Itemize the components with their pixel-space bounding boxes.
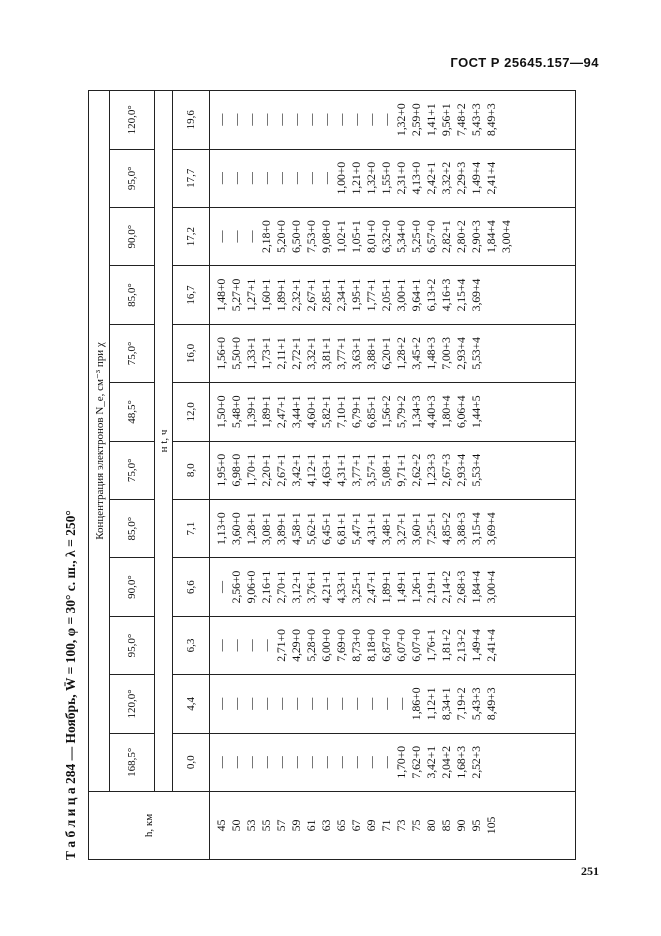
concentration-value: 1,39+1 [244,395,258,429]
concentration-value: — [214,639,228,652]
height-value: 57 [274,819,288,832]
concentration-value: 8,49+3 [484,103,498,137]
height-value: 53 [244,819,258,832]
chi-row [110,91,155,860]
time-header: 6,3 [173,616,210,674]
concentration-value: 4,12+1 [304,453,318,487]
concentration-value: 3,88+3 [454,512,468,545]
time-header: 8,0 [173,441,210,499]
data-column [210,324,576,382]
concentration-value: 8,49+3 [484,687,498,721]
concentration-value: 4,85+2 [439,512,453,545]
height-value: 67 [349,819,363,832]
concentration-value: 5,43+3 [469,687,483,721]
concentration-value: 1,05+1 [349,220,363,253]
concentration-value: 6,32+0 [379,220,393,253]
concentration-value: — [244,639,258,652]
concentration-value: — [304,172,318,185]
concentration-value: 1,23+3 [424,453,438,487]
concentration-value: 8,01+0 [364,220,378,253]
chi-header: 85,0° [110,499,155,557]
concentration-value: 6,79+1 [349,395,363,429]
concentration-value: 7,19+2 [454,687,468,721]
concentration-value: — [259,113,273,126]
concentration-value: 1,80+4 [439,395,453,429]
concentration-value [484,325,499,382]
data-column [210,149,576,207]
concentration-value: 5,43+3 [469,103,483,137]
concentration-value: 1,86+0 [409,687,423,721]
concentration-value: 7,00+3 [439,337,453,370]
time-header: 16,0 [173,324,210,382]
concentration-value: — [319,697,333,710]
concentration-value: 2,56+0 [229,570,243,604]
concentration-value: 3,88+1 [364,337,378,370]
concentration-value: — [229,639,243,652]
concentration-value: 2,14+2 [439,570,453,604]
concentration-value: 2,18+0 [259,220,273,253]
concentration-value: 5,25+0 [409,220,423,253]
concentration-value: — [289,697,303,710]
concentration-value: 2,11+1 [274,337,288,370]
concentration-value: 1,48+3 [424,337,438,370]
concentration-value: 2,70+1 [274,570,288,604]
concentration-value: 2,15+4 [454,278,468,312]
height-value: 75 [409,819,423,832]
concentration-value: — [259,756,273,769]
concentration-value [484,734,499,791]
concentration-value: 7,62+0 [409,746,423,779]
height-column [210,792,576,860]
concentration-value: 2,19+1 [424,570,438,604]
concentration-value: 1,49+4 [469,161,483,195]
data-column [210,499,576,557]
concentration-value: 3,00+4 [499,220,513,253]
concentration-value: 3,27+1 [394,512,408,545]
concentration-value: 3,32+1 [304,337,318,370]
concentration-value: 7,53+0 [304,220,318,253]
concentration-value: — [229,113,243,126]
concentration-value: 3,48+1 [379,512,393,545]
concentration-value: 2,34+1 [334,278,348,312]
concentration-value: 2,31+0 [394,161,408,195]
concentration-value: 9,08+0 [319,220,333,253]
concentration-value: 2,82+1 [439,220,453,253]
concentration-value: 2,93+4 [454,453,468,487]
concentration-value: — [229,230,243,243]
concentration-value: — [274,756,288,769]
concentration-value: — [334,697,348,710]
time-header: 12,0 [173,383,210,441]
concentration-value: 7,69+0 [334,629,348,662]
concentration-value: — [214,230,228,243]
chi-header: 120,0° [110,91,155,150]
concentration-value: 1,70+1 [244,453,258,487]
concentration-value: 5,53+4 [469,337,483,370]
concentration-value: 1,44+5 [469,395,483,429]
concentration-value: 1,28+2 [394,337,408,370]
concentration-value: — [364,697,378,710]
concentration-value: 2,05+1 [379,278,393,312]
concentration-value: 3,77+1 [349,453,363,487]
concentration-value: 1,02+1 [334,220,348,253]
concentration-value: 6,00+0 [319,629,333,662]
concentration-value: — [379,113,393,126]
concentration-value: 9,64+1 [409,278,423,312]
time-header: 4,4 [173,675,210,733]
concentration-value: — [229,172,243,185]
concentration-value: 1,50+0 [214,395,228,429]
concentration-value: — [364,756,378,769]
concentration-value: 5,28+0 [304,629,318,662]
data-column [210,616,576,674]
height-value: 73 [394,819,408,832]
chi-header: 90,0° [110,207,155,265]
concentration-value: — [289,172,303,185]
concentration-value: 4,40+3 [424,395,438,429]
chi-header: 95,0° [110,149,155,207]
concentration-value: 1,60+1 [259,278,273,312]
page-number: 251 [581,864,599,878]
time-header: 17,2 [173,207,210,265]
chi-header: 48,5° [110,383,155,441]
document-code: ГОСТ Р 25645.157—94 [450,55,599,70]
concentration-value: 2,47+1 [364,570,378,604]
concentration-value: 4,31+1 [364,512,378,545]
concentration-value: — [274,697,288,710]
concentration-value: 8,73+0 [349,629,363,662]
height-header: h, км [89,792,210,860]
time-header: 19,6 [173,91,210,150]
height-value: 59 [289,819,303,832]
concentration-value: — [304,697,318,710]
concentration-value: 1,89+1 [274,278,288,312]
chi-header: 120,0° [110,675,155,733]
concentration-value: 3,00+4 [484,570,498,604]
concentration-value: 1,89+1 [259,395,273,429]
chi-header: 85,0° [110,266,155,324]
concentration-value: — [394,697,408,710]
concentration-value: 1,68+3 [454,746,468,779]
concentration-value: — [214,172,228,185]
height-value: 45 [214,819,228,832]
concentration-value: 3,15+4 [469,512,483,545]
concentration-value: — [229,697,243,710]
concentration-value: 3,76+1 [304,570,318,604]
concentration-value: 2,41+4 [484,629,498,662]
concentration-value: 6,06+4 [454,395,468,429]
concentration-value: 6,20+1 [379,337,393,370]
concentration-value: 2,85+1 [319,278,333,312]
time-header: 16,7 [173,266,210,324]
concentration-value: — [214,697,228,710]
time-header: 7,1 [173,499,210,557]
data-column [210,266,576,324]
concentration-value: — [259,639,273,652]
height-value: 50 [229,819,243,832]
electron-concentration-table [88,90,576,860]
concentration-value: 1,77+1 [364,278,378,312]
group-header: Концентрация электронов N_e, см⁻³ при χ [89,91,110,792]
height-value: 61 [304,819,318,832]
concentration-value: 7,10+1 [334,395,348,429]
concentration-value: 1,48+0 [214,278,228,312]
concentration-value: 4,21+1 [319,570,333,604]
concentration-value: 2,42+1 [424,161,438,195]
concentration-value: 3,32+2 [439,161,453,195]
chi-header: 95,0° [110,616,155,674]
height-value: 65 [334,819,348,832]
concentration-value: 2,67+3 [439,453,453,487]
concentration-value: 3,42+1 [424,746,438,779]
concentration-value: 6,85+1 [364,395,378,429]
time-label: н t, ч [155,91,173,792]
concentration-value: — [274,113,288,126]
concentration-value: 1,95+0 [214,453,228,487]
time-header: 6,6 [173,558,210,616]
concentration-value: — [349,756,363,769]
concentration-value: 5,08+1 [379,453,393,487]
concentration-value: 4,16+3 [439,278,453,312]
concentration-value: 5,20+0 [274,220,288,253]
concentration-value: 1,32+0 [364,161,378,195]
concentration-value: 3,69+4 [484,512,498,545]
concentration-value: 1,12+1 [424,687,438,721]
concentration-value: 3,60+1 [409,512,423,545]
time-header: 0,0 [173,733,210,791]
data-column [210,675,576,733]
concentration-value: 1,33+1 [244,337,258,370]
height-value: 71 [379,819,393,832]
concentration-value: 5,47+1 [349,512,363,545]
concentration-value: — [244,230,258,243]
concentration-value: 1,26+1 [409,570,423,604]
concentration-value: 3,60+0 [229,512,243,545]
concentration-value: 2,52+3 [469,746,483,779]
concentration-value: 9,71+1 [394,453,408,487]
concentration-value: 3,69+4 [469,278,483,312]
concentration-value: 3,57+1 [364,453,378,487]
concentration-value: 1,13+0 [214,512,228,545]
concentration-value: 6,13+2 [424,278,438,312]
concentration-value: 3,63+1 [349,337,363,370]
concentration-value: 1,73+1 [259,337,273,370]
concentration-value: — [334,756,348,769]
concentration-value: 5,53+4 [469,453,483,487]
height-value: 69 [364,819,378,832]
concentration-value: 4,63+1 [319,453,333,487]
concentration-value: 3,42+1 [289,453,303,487]
concentration-value: 5,79+2 [394,395,408,429]
concentration-value: 1,89+1 [379,570,393,604]
concentration-value: 2,04+2 [439,746,453,779]
concentration-value: — [214,113,228,126]
concentration-value: — [379,756,393,769]
chi-header: 168,5° [110,733,155,791]
concentration-value: — [214,756,228,769]
rotated-table-area [58,90,580,860]
concentration-value: 4,31+1 [334,453,348,487]
concentration-value: — [289,756,303,769]
concentration-value: — [319,172,333,185]
concentration-value: 1,56+0 [214,337,228,370]
height-value: 63 [319,819,333,832]
concentration-value: 2,32+1 [289,278,303,312]
concentration-value: 1,56+2 [379,395,393,429]
concentration-value: 2,59+0 [409,103,423,137]
data-column [210,91,576,150]
concentration-value: 5,34+0 [394,220,408,253]
concentration-value: 7,25+1 [424,512,438,545]
table-title: Т а б л и ц а 284 — Ноябрь, W̄ = 100, φ = 30° с. ш., λ = 250° [63,510,78,860]
concentration-value: 4,29+0 [289,629,303,662]
concentration-value: 1,49+1 [394,570,408,604]
data-column [210,207,576,265]
concentration-value: 7,48+2 [454,103,468,137]
concentration-value: 1,81+2 [439,629,453,662]
concentration-value: 2,16+1 [259,570,273,604]
concentration-value: 2,71+0 [274,629,288,662]
concentration-value: 8,18+0 [364,629,378,662]
concentration-value [484,442,499,499]
concentration-value: — [379,697,393,710]
time-row [173,91,210,860]
concentration-value: 2,20+1 [259,453,273,487]
concentration-value: 1,27+1 [244,278,258,312]
height-value: 95 [469,819,483,832]
concentration-value: 5,82+1 [319,395,333,429]
concentration-value: 1,55+0 [379,161,393,195]
concentration-value: 2,41+4 [484,161,498,195]
chi-header: 75,0° [110,441,155,499]
concentration-value: 1,84+4 [484,220,498,253]
concentration-value: 2,90+3 [469,220,483,253]
concentration-value [484,383,499,440]
concentration-value: 3,45+2 [409,337,423,370]
concentration-value: 2,72+1 [289,337,303,370]
concentration-value: 6,50+0 [289,220,303,253]
concentration-value: 3,89+1 [274,512,288,545]
concentration-value: 3,77+1 [334,337,348,370]
concentration-value: 1,34+3 [409,395,423,429]
concentration-value: 2,29+3 [454,161,468,195]
concentration-value: 6,87+0 [379,629,393,662]
concentration-value: 2,68+3 [454,570,468,604]
height-value: 80 [424,819,438,832]
concentration-value: 3,25+1 [349,570,363,604]
concentration-value: 2,80+2 [454,220,468,253]
concentration-value: 1,95+1 [349,278,363,312]
concentration-value: — [244,697,258,710]
concentration-value: — [229,756,243,769]
concentration-value: 1,70+0 [394,746,408,779]
concentration-value: — [349,697,363,710]
concentration-value: 5,48+0 [229,395,243,429]
concentration-value: 8,34+1 [439,687,453,721]
concentration-value: — [259,172,273,185]
concentration-value: 6,98+0 [229,453,243,487]
concentration-value: — [244,172,258,185]
concentration-value: 9,06+0 [244,570,258,604]
concentration-value: 1,28+1 [244,512,258,545]
concentration-value: 4,60+1 [304,395,318,429]
concentration-value: 1,84+4 [469,570,483,604]
concentration-value: — [274,172,288,185]
data-body-row [210,91,576,860]
concentration-value: — [259,697,273,710]
concentration-value: 2,47+1 [274,395,288,429]
concentration-value: 3,00+1 [394,278,408,312]
concentration-value: 4,58+1 [289,512,303,545]
data-column [210,441,576,499]
concentration-value: 9,56+1 [439,103,453,137]
concentration-value: 5,27+0 [229,278,243,312]
concentration-value: 1,21+0 [349,161,363,195]
concentration-value: 5,62+1 [304,512,318,545]
concentration-value: 3,44+1 [289,395,303,429]
concentration-value: — [334,113,348,126]
concentration-value: — [319,113,333,126]
concentration-value: 1,00+0 [334,161,348,195]
height-value: 55 [259,819,273,832]
concentration-value: — [319,756,333,769]
concentration-value: 3,08+1 [259,512,273,545]
concentration-value: 2,13+2 [454,629,468,662]
concentration-value: — [244,113,258,126]
height-value: 105 [484,816,498,835]
concentration-value: 6,07+0 [394,629,408,662]
concentration-value: 2,67+1 [274,453,288,487]
concentration-value: — [364,113,378,126]
concentration-value: 4,13+0 [409,161,423,195]
concentration-value [484,266,499,323]
concentration-value: 1,76+1 [424,629,438,662]
concentration-value: 2,62+2 [409,453,423,487]
concentration-value: 2,67+1 [304,278,318,312]
concentration-value: 6,81+1 [334,512,348,545]
data-column [210,383,576,441]
height-value: 90 [454,819,468,832]
concentration-value: — [214,581,228,593]
data-column [210,558,576,616]
concentration-value: 3,81+1 [319,337,333,370]
concentration-value: 5,50+0 [229,337,243,370]
concentration-value: — [304,756,318,769]
chi-header: 75,0° [110,324,155,382]
concentration-value: — [289,113,303,126]
concentration-value: 6,57+0 [424,220,438,253]
concentration-value: — [244,756,258,769]
concentration-value: 3,12+1 [289,570,303,604]
concentration-value: — [349,113,363,126]
concentration-value: 4,33+1 [334,570,348,604]
concentration-value: 2,93+4 [454,337,468,370]
concentration-value: 1,49+4 [469,629,483,662]
chi-header: 90,0° [110,558,155,616]
concentration-value: 1,32+0 [394,103,408,137]
concentration-value: 1,41+1 [424,103,438,137]
time-header: 17,7 [173,149,210,207]
concentration-value: 6,07+0 [409,629,423,662]
data-column [210,733,576,791]
concentration-value: 6,45+1 [319,512,333,545]
height-value: 85 [439,819,453,832]
concentration-value: — [304,113,318,126]
